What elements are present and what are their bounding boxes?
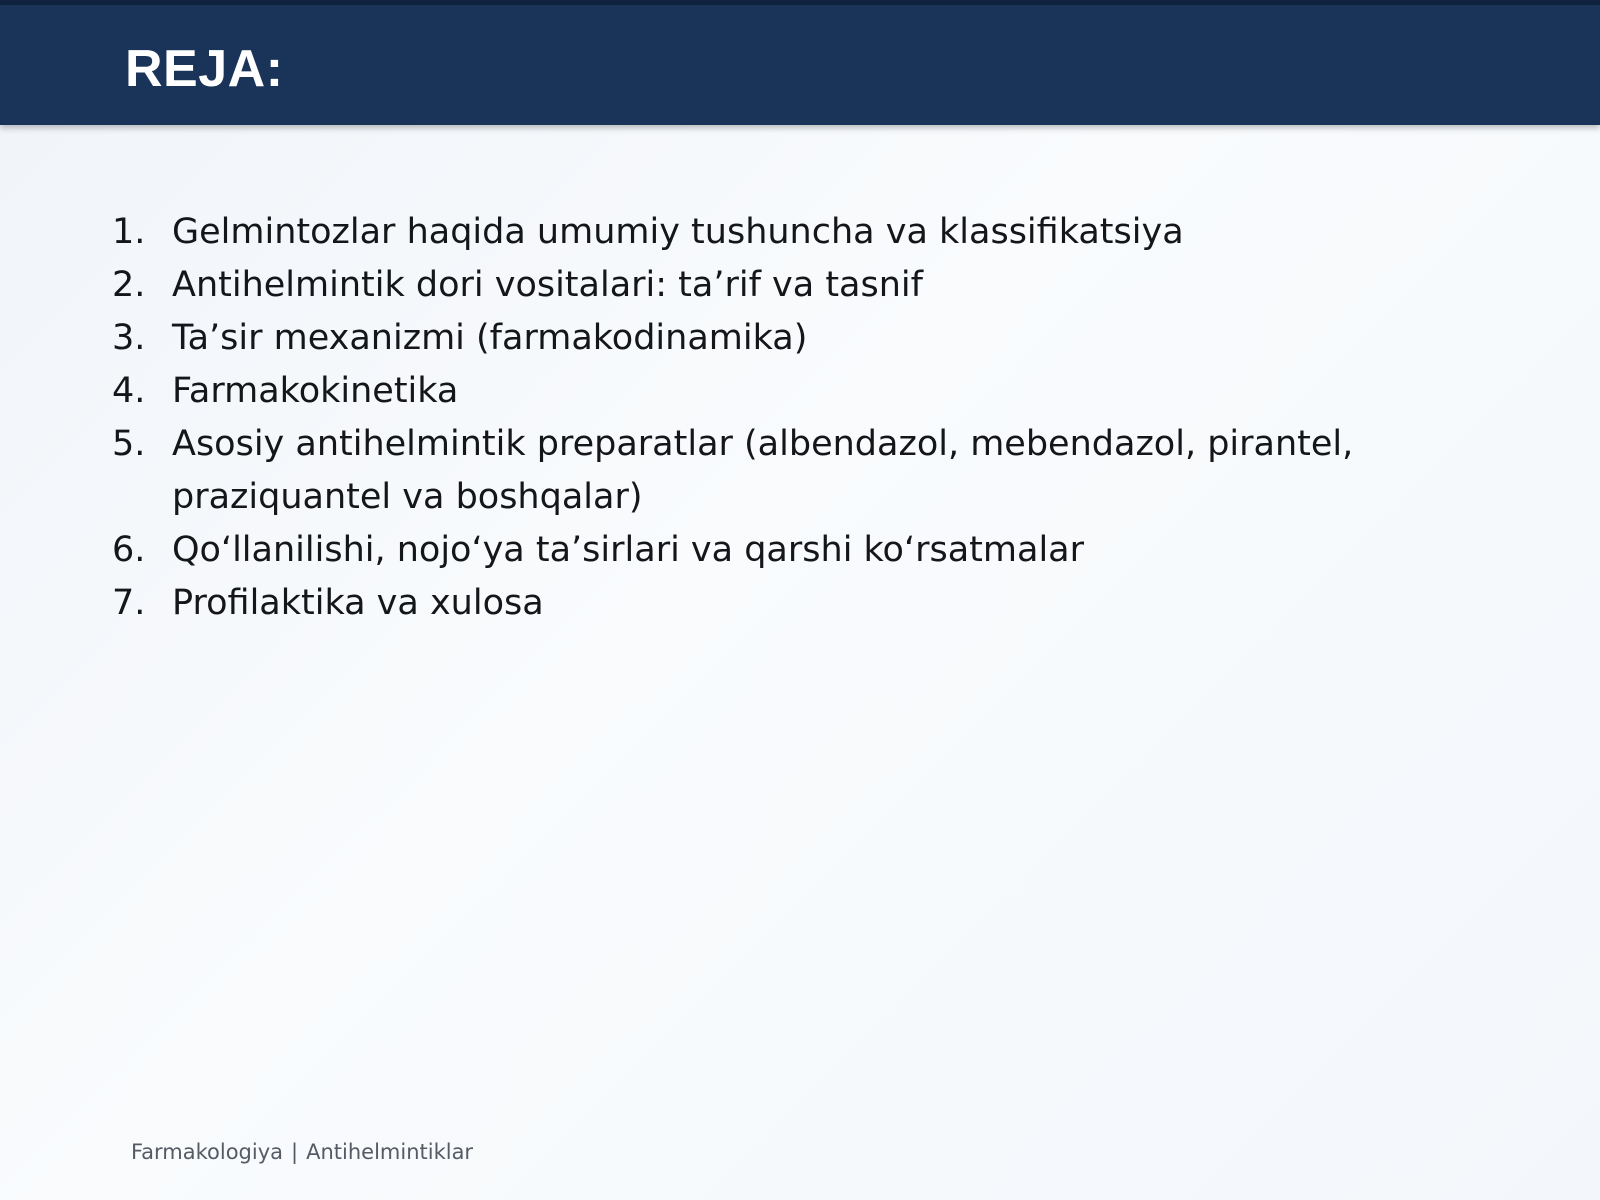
footer-separator: | xyxy=(291,1140,299,1164)
slide-title: REJA: xyxy=(125,40,284,98)
agenda-list xyxy=(112,206,1452,630)
agenda-item-text: Qo‘llanilishi, nojo‘ya ta’sirlari va qarshi ko‘rsatmalar xyxy=(172,530,1084,570)
agenda-item-text: Profilaktika va xulosa xyxy=(172,583,544,623)
agenda-item xyxy=(112,259,1452,312)
agenda-item-number: 1. xyxy=(112,212,146,252)
slide-footer xyxy=(131,1140,473,1164)
agenda-item-text: Ta’sir mexanizmi (farmakodinamika) xyxy=(172,318,808,358)
title-bar xyxy=(0,5,1600,125)
agenda-item-number: 5. xyxy=(112,424,146,464)
footer-topic: Antihelmintiklar xyxy=(306,1140,474,1164)
agenda-item xyxy=(112,418,1452,524)
agenda-item xyxy=(112,577,1452,630)
agenda-item xyxy=(112,524,1452,577)
footer-subject: Farmakologiya xyxy=(131,1140,284,1164)
agenda-item-number: 3. xyxy=(112,318,146,358)
agenda-item-text: Farmakokinetika xyxy=(172,371,459,411)
agenda-item xyxy=(112,206,1452,259)
agenda-item xyxy=(112,365,1452,418)
agenda-item-number: 6. xyxy=(112,530,146,570)
agenda-item-number: 7. xyxy=(112,583,146,623)
agenda-item-text: Antihelmintik dori vositalari: ta’rif va tasnif xyxy=(172,265,923,305)
agenda-item-text: Asosiy antihelmintik preparatlar (albendazol, mebendazol, pirantel, praziquantel va boshqalar) xyxy=(172,424,1354,517)
agenda-item-number: 2. xyxy=(112,265,146,305)
agenda-item-number: 4. xyxy=(112,371,146,411)
agenda-item xyxy=(112,312,1452,365)
agenda-item-text: Gelmintozlar haqida umumiy tushuncha va klassifikatsiya xyxy=(172,212,1184,252)
